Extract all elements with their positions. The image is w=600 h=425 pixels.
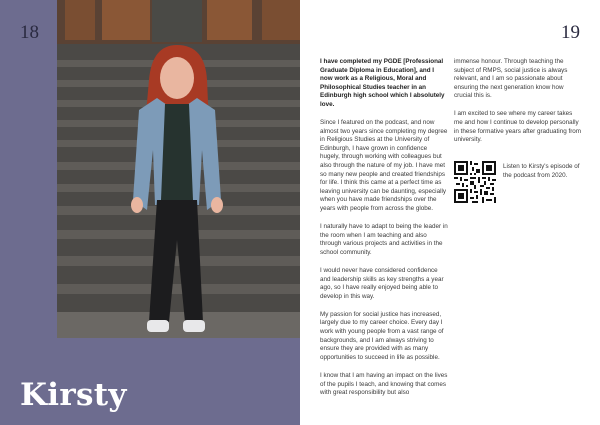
- page-number-left: 18: [20, 22, 39, 43]
- article-paragraph: I would never have considered confidence and leadership skills as key strengths a year ago, so I have really enjoyed being able to develop in this way.: [320, 266, 444, 300]
- article-column-2: [454, 58, 582, 154]
- qr-code-icon[interactable]: [454, 161, 496, 203]
- article-column-1: [320, 58, 448, 407]
- profile-name: Kirsty: [20, 377, 127, 413]
- article-paragraph: My passion for social justice has increased, largely due to my career choice. Every day I work with young people from a vast range of backgrounds, and I am always striving to ensure they are provided with as many opportunities to succeed in life as possible.: [320, 310, 444, 361]
- page-number-right: 19: [561, 22, 580, 43]
- article-lead-paragraph: I have completed my PGDE [Professional Graduate Diploma in Education], and I now work as a Religious, Moral and Philosophical Studies teacher in an Edinburgh high school which I absolutely love.: [320, 58, 445, 108]
- article-paragraph: I naturally have to adapt to being the leader in the room when I am teaching and also through various projects and activities in the school community.: [320, 223, 448, 256]
- article-paragraph: immense honour. Through teaching the subject of RMPS, social justice is always relevant, and I am so passionate about ensuring the next generation know how crucial this is.: [454, 58, 568, 100]
- article-paragraph: I know that I am having an impact on the lives of the pupils I teach, and knowing that comes with great responsibility but also: [320, 371, 448, 397]
- article-paragraph: Since I featured on the podcast, and now almost two years since completing my degree in Religious Studies at the University of Edinburgh, I have grown in confidence hugely, through working with colleagues but also through the nature of my job. I have met so many new people and created friendships for life. I think this came at a perfect time as leaving university can be daunting, especially when you have made friendships over the years with people from across the globe.: [320, 119, 448, 212]
- qr-caption: Listen to Kirsty's episode of the podcast from 2020.: [503, 163, 580, 179]
- article-paragraph: I am excited to see where my career takes me and how I continue to develop personally in these formative years after graduating from university.: [454, 110, 582, 144]
- portrait-photo: [57, 0, 300, 338]
